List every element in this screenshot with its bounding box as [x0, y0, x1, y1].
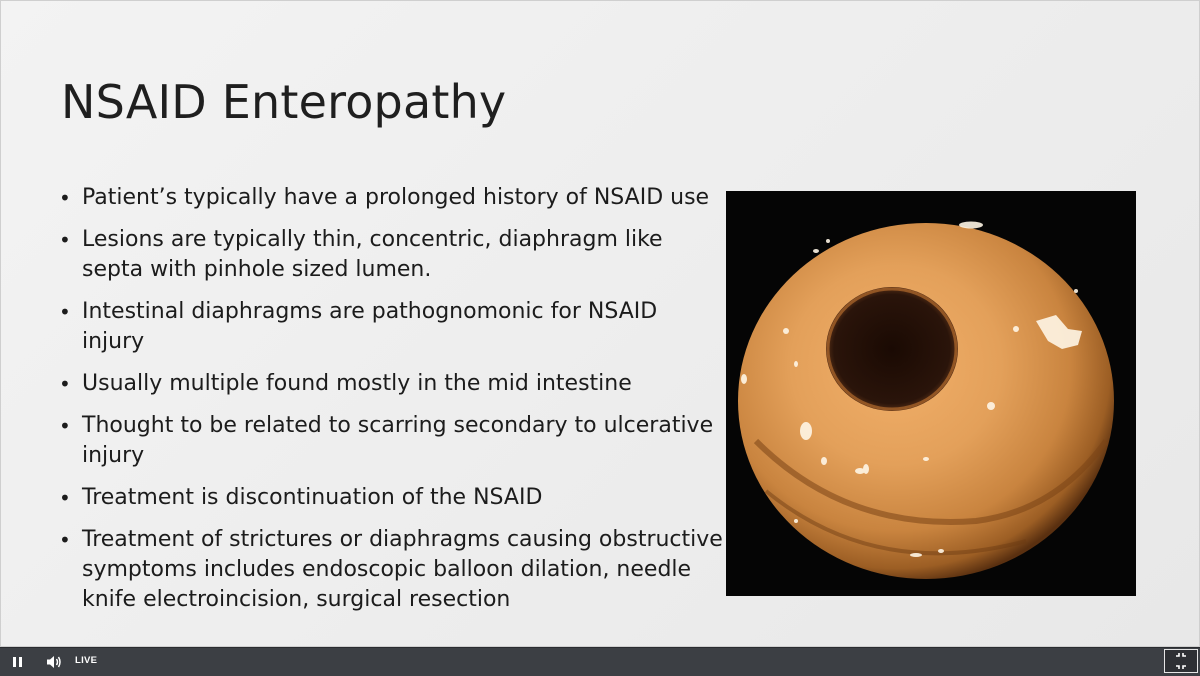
endoscopy-image: [726, 191, 1136, 596]
bullet-item: [59, 369, 724, 399]
bullet-item: [59, 297, 724, 357]
volume-icon: [46, 655, 62, 669]
bullet-dot: •: [59, 486, 71, 510]
bullet-dot: •: [59, 186, 71, 210]
bullet-dot: •: [59, 372, 71, 396]
exit-fullscreen-button[interactable]: [1164, 649, 1198, 673]
bullet-item: [59, 411, 724, 471]
bullet-item: [59, 525, 724, 615]
pause-icon-bar: [19, 657, 22, 667]
player-control-bar: [0, 647, 1200, 676]
bullet-dot: •: [59, 414, 71, 438]
volume-button[interactable]: [46, 654, 62, 673]
bullet-item: [59, 183, 724, 213]
bullet-text: Intestinal diaphragms are pathognomonic for NSAID injury: [82, 299, 658, 354]
bullet-item: [59, 225, 724, 285]
bullet-text: Usually multiple found mostly in the mid intestine: [82, 371, 632, 396]
bullet-list: [59, 183, 724, 627]
bullet-text: Treatment of strictures or diaphragms causing obstructive symptoms includes endoscopic balloon dilation, needle knife electroincision, surgical resection: [82, 527, 723, 612]
bullet-dot: •: [59, 228, 71, 252]
bullet-dot: •: [59, 528, 71, 552]
slide-title: NSAID Enteropathy: [61, 75, 507, 129]
pause-icon: [13, 657, 16, 667]
pause-button[interactable]: [11, 655, 25, 669]
live-label: LIVE: [75, 655, 98, 666]
bullet-text: Patient’s typically have a prolonged history of NSAID use: [82, 185, 710, 210]
endoscopy-illustration: [726, 191, 1136, 596]
exit-fullscreen-icon: [1165, 650, 1197, 672]
bullet-dot: •: [59, 300, 71, 324]
bullet-item: [59, 483, 724, 513]
bullet-text: Treatment is discontinuation of the NSAID: [82, 485, 543, 510]
bullet-text: Thought to be related to scarring secondary to ulcerative injury: [82, 413, 714, 468]
bullet-text: Lesions are typically thin, concentric, diaphragm like septa with pinhole sized lumen.: [82, 227, 663, 282]
